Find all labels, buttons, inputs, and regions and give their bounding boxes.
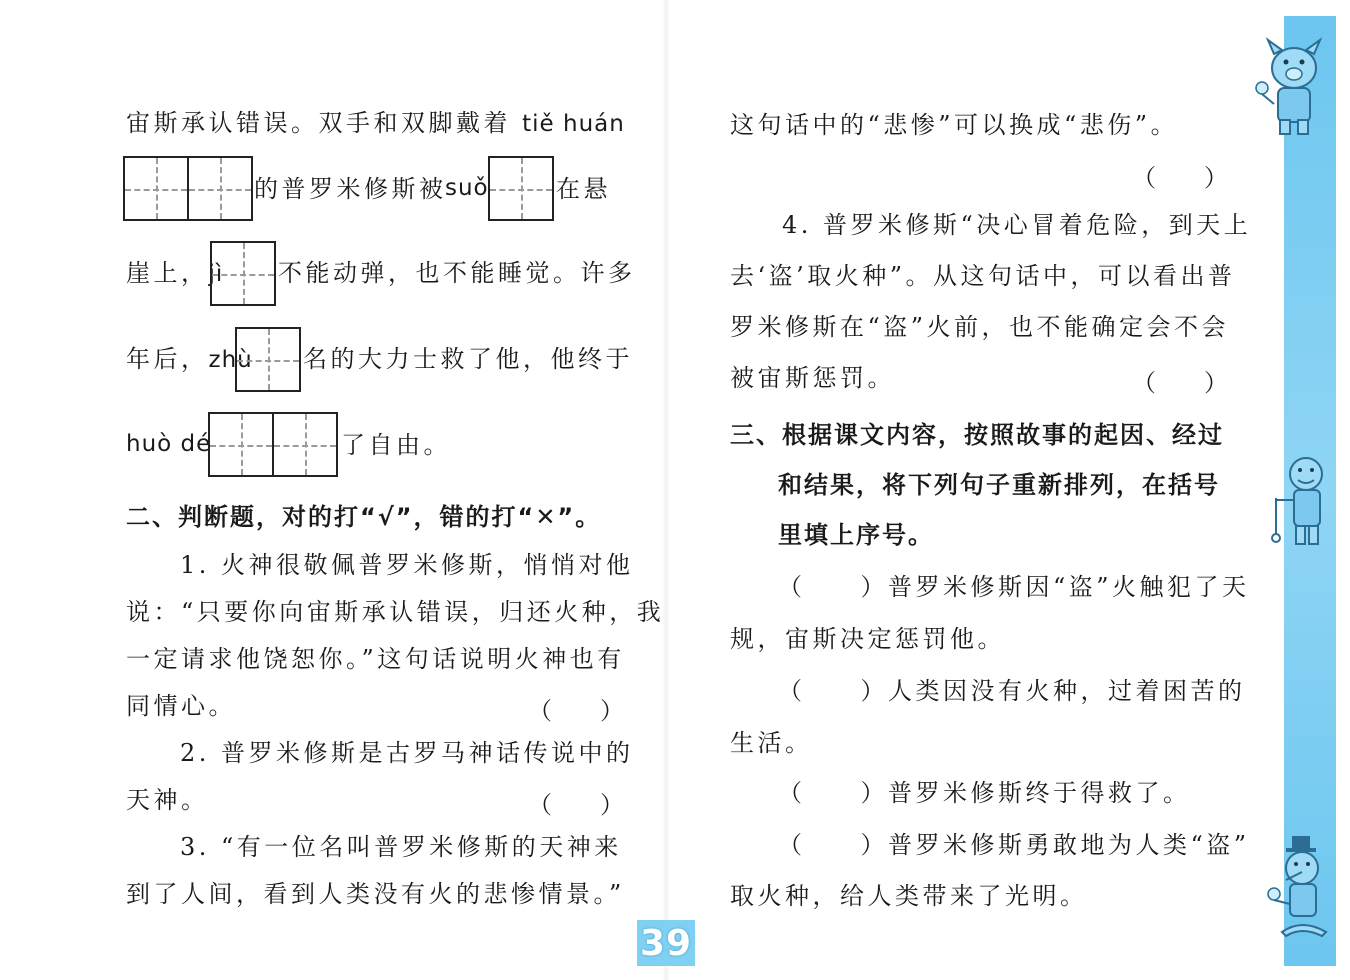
q2-line: 2. 普罗米修斯是古罗马神话传说中的 xyxy=(180,739,634,767)
fill-text: 名的大力士救了他，他终于 xyxy=(303,345,633,373)
fill-text: 不能动弹，也不能睡觉。许多 xyxy=(278,259,636,287)
section-3-heading: 三、根据课文内容，按照故事的起因、经过 xyxy=(730,421,1224,449)
q1-line: 1. 火神很敬佩普罗米修斯，悄悄对他 xyxy=(180,551,634,579)
order-item: （ ）普罗米修斯因“盗”火触犯了天 xyxy=(778,573,1250,601)
fill-text: 的普罗米修斯被 xyxy=(254,175,447,203)
section-3-heading: 和结果，将下列句子重新排列，在括号 xyxy=(778,471,1220,499)
page-number: 39 xyxy=(637,920,695,966)
q3-line: 这句话中的“悲惨”可以换成“悲伤”。 xyxy=(730,111,1179,139)
answer-parentheses-q2[interactable]: （ ） xyxy=(528,791,624,819)
answer-parentheses-q3[interactable]: （ ） xyxy=(1132,164,1228,192)
order-item: 生活。 xyxy=(730,729,813,757)
page-gutter xyxy=(662,0,670,980)
answer-grid-suo[interactable] xyxy=(488,156,554,221)
q4-line: 被宙斯惩罚。 xyxy=(730,364,895,392)
answer-grid-tiehuan[interactable] xyxy=(123,156,253,221)
q1-line: 一定请求他饶恕你。”这句话说明火神也有 xyxy=(126,645,625,673)
cartoon-mouse-icon xyxy=(1252,834,1342,940)
fill-text: 在悬 xyxy=(556,175,611,203)
answer-grid-huode[interactable] xyxy=(208,412,338,477)
order-item: 规，宙斯决定惩罚他。 xyxy=(730,625,1005,653)
order-item: （ ）人类因没有火种，过着困苦的 xyxy=(778,677,1246,705)
fill-text: 宙斯承认错误。双手和双脚戴着 xyxy=(126,109,511,137)
answer-grid-ji[interactable] xyxy=(210,241,276,306)
order-item: （ ）普罗米修斯勇敢地为人类“盗” xyxy=(778,831,1250,859)
section-3-heading: 里填上序号。 xyxy=(778,521,934,549)
fill-text: 崖上， xyxy=(126,259,209,287)
pinyin-huo-de: huò dé xyxy=(126,431,212,457)
pinyin-zhu: zhù xyxy=(208,347,253,373)
fill-line-4 xyxy=(126,344,253,375)
answer-parentheses-q1[interactable]: （ ） xyxy=(528,697,624,725)
cartoon-pig-icon xyxy=(1246,30,1342,140)
q3-line: 3. “有一位名叫普罗米修斯的天神来 xyxy=(180,833,622,861)
fill-line-3 xyxy=(126,258,223,289)
q4-line: 去‘盗’取火种”。从这句话中，可以看出普 xyxy=(730,262,1236,290)
order-item: （ ）普罗米修斯终于得救了。 xyxy=(778,779,1191,807)
section-2-heading: 二、判断题，对的打“√”，错的打“✕”。 xyxy=(126,503,602,531)
q4-line: 罗米修斯在“盗”火前，也不能确定会不会 xyxy=(730,313,1230,341)
q2-line: 天神。 xyxy=(126,786,209,814)
q1-line: 说：“只要你向宙斯承认错误，归还火种，我 xyxy=(126,598,665,626)
answer-parentheses-q4[interactable]: （ ） xyxy=(1132,369,1228,397)
fill-line-1 xyxy=(126,108,625,139)
fill-text: 年后， xyxy=(126,345,209,373)
pinyin-tie-huan: tiě huán xyxy=(522,111,625,137)
pinyin-ji: jì xyxy=(208,261,224,287)
q4-line: 4. 普罗米修斯“决心冒着危险，到天上 xyxy=(782,211,1252,239)
pinyin-suo: suǒ xyxy=(445,175,489,201)
answer-grid-zhu[interactable] xyxy=(235,327,301,392)
fill-text: 了自由。 xyxy=(341,431,451,459)
q3-line: 到了人间，看到人类没有火的悲惨情景。” xyxy=(126,880,625,908)
q1-line: 同情心。 xyxy=(126,692,236,720)
order-item: 取火种，给人类带来了光明。 xyxy=(730,882,1088,910)
cartoon-character-icon xyxy=(1262,448,1342,558)
